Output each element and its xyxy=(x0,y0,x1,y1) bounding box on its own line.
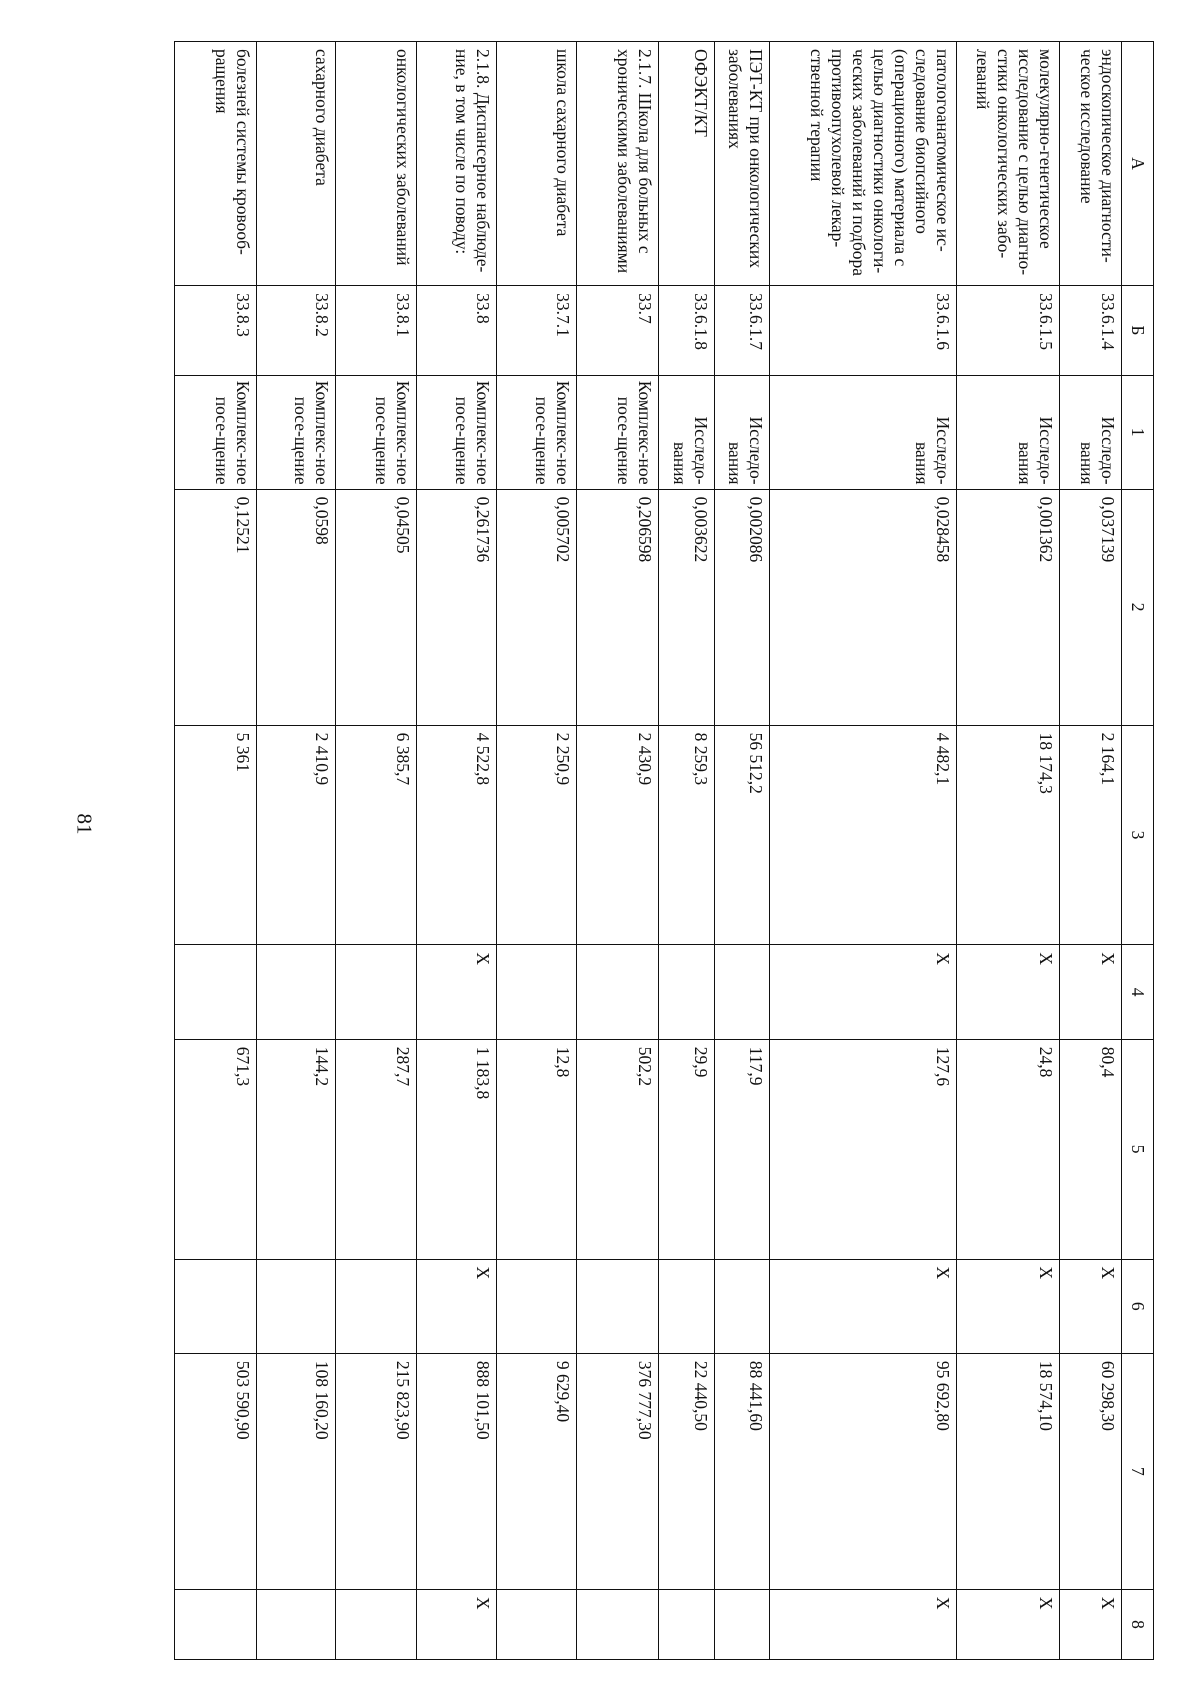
cell-c4 xyxy=(577,945,659,1039)
cell-c7: 376 777,30 xyxy=(577,1353,659,1589)
cell-c8 xyxy=(256,1589,336,1659)
cell-c1: Комплекс-ное посе-щение xyxy=(256,375,336,489)
cell-c8 xyxy=(175,1589,257,1659)
cell-a: школа сахарного диабета xyxy=(496,42,577,286)
cell-c1: Исследо-вания xyxy=(1059,375,1121,489)
header-row xyxy=(1121,42,1153,1660)
header-cell: А xyxy=(1121,42,1153,286)
header-cell: 8 xyxy=(1121,1589,1153,1659)
table-row xyxy=(336,42,417,1660)
cell-c8 xyxy=(714,1589,769,1659)
cell-c6 xyxy=(577,1259,659,1353)
cell-b: 33.7.1 xyxy=(496,286,577,376)
cell-a: онкологических заболеваний xyxy=(336,42,417,286)
cell-c5: 29,9 xyxy=(658,1039,714,1259)
cell-c2: 0,261736 xyxy=(417,489,497,725)
header-cell: 3 xyxy=(1121,725,1153,945)
table-row xyxy=(714,42,769,1660)
cell-c5: 80,4 xyxy=(1059,1039,1121,1259)
cell-c4: X xyxy=(769,945,956,1039)
cell-c7: 108 160,20 xyxy=(256,1353,336,1589)
cell-b: 33.7 xyxy=(577,286,659,376)
table-row xyxy=(1059,42,1121,1660)
cell-c6 xyxy=(175,1259,257,1353)
cell-c5: 1 183,8 xyxy=(417,1039,497,1259)
cell-a: молекулярно-генетическое исследование с целью диагно-стики онкологических забо-леваний xyxy=(956,42,1059,286)
cell-c2: 0,0598 xyxy=(256,489,336,725)
cell-c7: 215 823,90 xyxy=(336,1353,417,1589)
header-cell: Б xyxy=(1121,286,1153,376)
cell-b: 33.6.1.6 xyxy=(769,286,956,376)
table-row xyxy=(175,42,257,1660)
cell-c6: X xyxy=(1059,1259,1121,1353)
cell-c2: 0,04505 xyxy=(336,489,417,725)
cell-c7: 18 574,10 xyxy=(956,1353,1059,1589)
cell-a: эндоскопическое диагности-ческое исследование xyxy=(1059,42,1121,286)
cell-c5: 287,7 xyxy=(336,1039,417,1259)
cell-c1: Комплекс-ное посе-щение xyxy=(175,375,257,489)
cell-a: 2.1.8. Диспансерное наблюде-ние, в том числе по поводу: xyxy=(417,42,497,286)
cell-c8: X xyxy=(956,1589,1059,1659)
cell-c5: 127,6 xyxy=(769,1039,956,1259)
cell-c5: 12,8 xyxy=(496,1039,577,1259)
data-table xyxy=(174,41,1154,1660)
cell-c6: X xyxy=(956,1259,1059,1353)
cell-a: ПЭТ-КТ при онкологических заболеваниях xyxy=(714,42,769,286)
cell-c1: Комплекс-ное посе-щение xyxy=(577,375,659,489)
cell-c7: 888 101,50 xyxy=(417,1353,497,1589)
cell-c8: X xyxy=(1059,1589,1121,1659)
rotated-table-wrapper xyxy=(174,41,1154,1660)
header-cell: 5 xyxy=(1121,1039,1153,1259)
table-row xyxy=(658,42,714,1660)
table-row xyxy=(577,42,659,1660)
cell-c4 xyxy=(658,945,714,1039)
cell-b: 33.6.1.7 xyxy=(714,286,769,376)
cell-c3: 4 522,8 xyxy=(417,725,497,945)
cell-c5: 671,3 xyxy=(175,1039,257,1259)
cell-c2: 0,028458 xyxy=(769,489,956,725)
cell-c2: 0,003622 xyxy=(658,489,714,725)
cell-c8: X xyxy=(417,1589,497,1659)
header-cell: 4 xyxy=(1121,945,1153,1039)
cell-c3: 6 385,7 xyxy=(336,725,417,945)
cell-c1: Комплекс-ное посе-щение xyxy=(417,375,497,489)
cell-c7: 95 692,80 xyxy=(769,1353,956,1589)
cell-c6 xyxy=(658,1259,714,1353)
cell-c4: X xyxy=(417,945,497,1039)
header-cell: 1 xyxy=(1121,375,1153,489)
header-cell: 2 xyxy=(1121,489,1153,725)
cell-c1: Комплекс-ное посе-щение xyxy=(336,375,417,489)
cell-a: 2.1.7. Школа для больных с хроническими заболеваниями xyxy=(577,42,659,286)
cell-c1: Исследо-вания xyxy=(956,375,1059,489)
cell-c5: 117,9 xyxy=(714,1039,769,1259)
cell-b: 33.6.1.4 xyxy=(1059,286,1121,376)
cell-c3: 2 430,9 xyxy=(577,725,659,945)
cell-c3: 56 512,2 xyxy=(714,725,769,945)
cell-c5: 144,2 xyxy=(256,1039,336,1259)
cell-c1: Комплекс-ное посе-щение xyxy=(496,375,577,489)
cell-c7: 22 440,50 xyxy=(658,1353,714,1589)
cell-c6 xyxy=(714,1259,769,1353)
cell-c6 xyxy=(336,1259,417,1353)
cell-c8 xyxy=(658,1589,714,1659)
header-cell: 7 xyxy=(1121,1353,1153,1589)
cell-c3: 8 259,3 xyxy=(658,725,714,945)
cell-c4: X xyxy=(956,945,1059,1039)
table-row xyxy=(496,42,577,1660)
cell-c2: 0,001362 xyxy=(956,489,1059,725)
cell-c3: 5 361 xyxy=(175,725,257,945)
page-number: 81 xyxy=(72,813,97,835)
cell-c2: 0,002086 xyxy=(714,489,769,725)
cell-c6 xyxy=(496,1259,577,1353)
cell-c6: X xyxy=(417,1259,497,1353)
cell-c4 xyxy=(714,945,769,1039)
table-row xyxy=(256,42,336,1660)
cell-c6: X xyxy=(769,1259,956,1353)
cell-c2: 0,037139 xyxy=(1059,489,1121,725)
cell-c8 xyxy=(336,1589,417,1659)
cell-c7: 9 629,40 xyxy=(496,1353,577,1589)
cell-c3: 2 164,1 xyxy=(1059,725,1121,945)
cell-b: 33.8.1 xyxy=(336,286,417,376)
cell-c5: 24,8 xyxy=(956,1039,1059,1259)
cell-c1: Исследо-вания xyxy=(769,375,956,489)
cell-c8: X xyxy=(769,1589,956,1659)
cell-b: 33.8 xyxy=(417,286,497,376)
cell-b: 33.6.1.5 xyxy=(956,286,1059,376)
cell-c4: X xyxy=(1059,945,1121,1039)
cell-c3: 2 410,9 xyxy=(256,725,336,945)
cell-c4 xyxy=(336,945,417,1039)
cell-a: сахарного диабета xyxy=(256,42,336,286)
cell-c4 xyxy=(175,945,257,1039)
cell-c7: 503 590,90 xyxy=(175,1353,257,1589)
cell-c2: 0,005702 xyxy=(496,489,577,725)
cell-a: ОФЭКТ/КТ xyxy=(658,42,714,286)
cell-c4 xyxy=(256,945,336,1039)
cell-a: патологоанатомическое ис-следование биопсийного (операционного) материала с целью диагностики онкологи-ческих заболеваний и подбора противоопухолевой лекар-ственной терапии xyxy=(769,42,956,286)
cell-b: 33.6.1.8 xyxy=(658,286,714,376)
cell-c8 xyxy=(577,1589,659,1659)
cell-b: 33.8.3 xyxy=(175,286,257,376)
cell-c7: 60 298,30 xyxy=(1059,1353,1121,1589)
cell-c3: 2 250,9 xyxy=(496,725,577,945)
cell-c5: 502,2 xyxy=(577,1039,659,1259)
cell-a: болезней системы кровооб-ращения xyxy=(175,42,257,286)
table-row xyxy=(417,42,497,1660)
cell-c1: Исследо-вания xyxy=(714,375,769,489)
table-row xyxy=(769,42,956,1660)
table-row xyxy=(956,42,1059,1660)
cell-c6 xyxy=(256,1259,336,1353)
cell-c2: 0,12521 xyxy=(175,489,257,725)
cell-c1: Исследо-вания xyxy=(658,375,714,489)
cell-c2: 0,206598 xyxy=(577,489,659,725)
cell-c3: 18 174,3 xyxy=(956,725,1059,945)
cell-c4 xyxy=(496,945,577,1039)
cell-c7: 88 441,60 xyxy=(714,1353,769,1589)
cell-c3: 4 482,1 xyxy=(769,725,956,945)
cell-c8 xyxy=(496,1589,577,1659)
cell-b: 33.8.2 xyxy=(256,286,336,376)
header-cell: 6 xyxy=(1121,1259,1153,1353)
